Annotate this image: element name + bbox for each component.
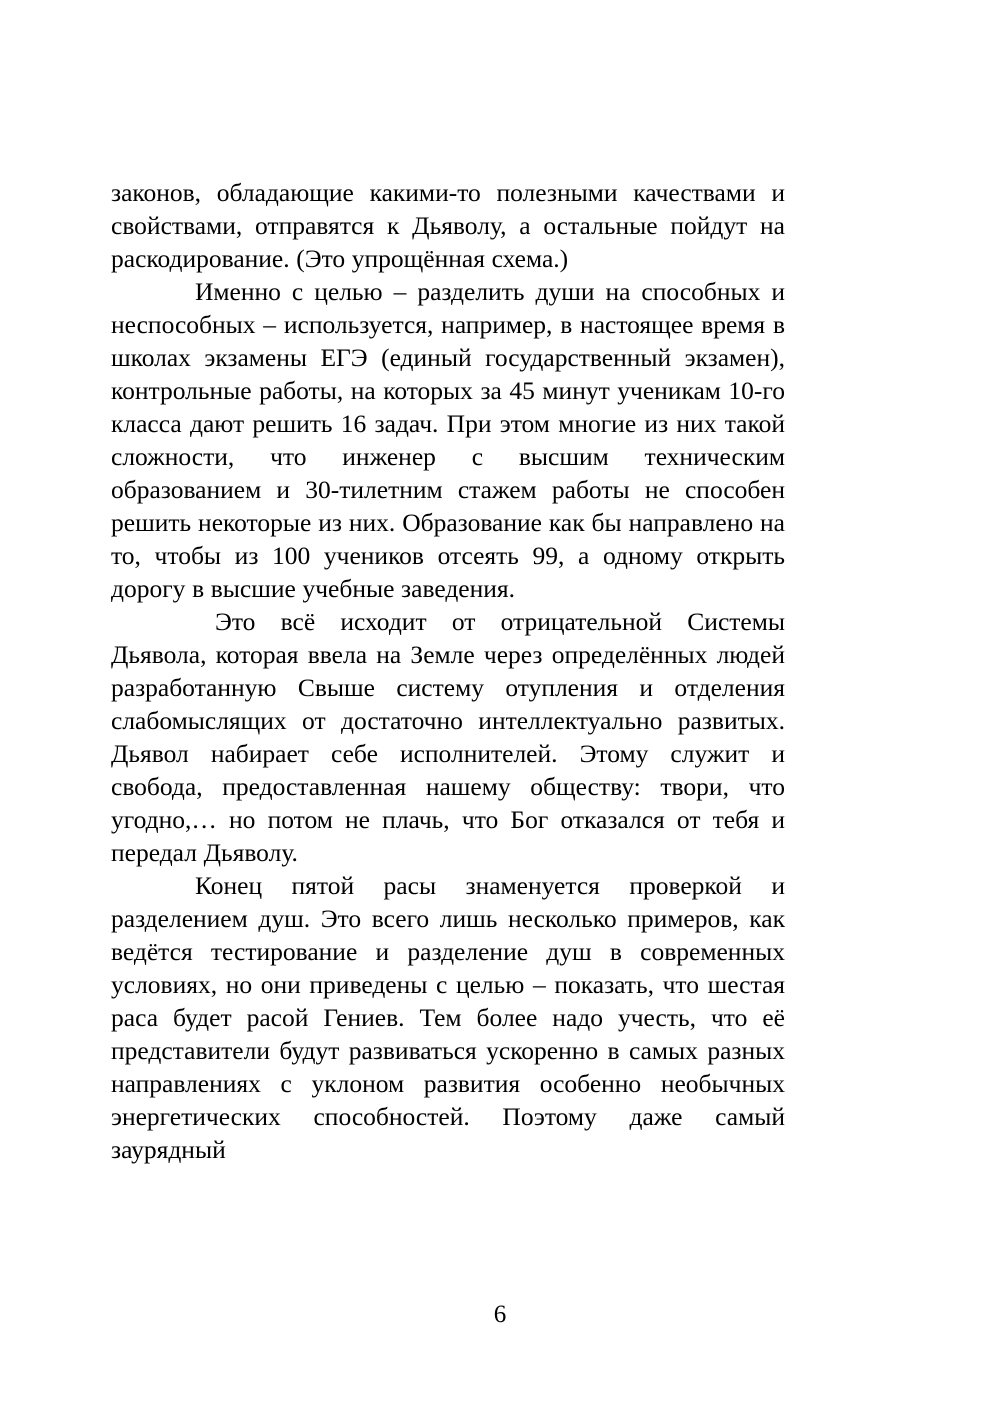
paragraph-4: Конец пятой расы знаменуется проверкой и разделением душ. Это всего лишь несколько примеров, как ведётся тестирование и разделение душ в современных условиях, но они приведены с целью – показать, что шестая раса будет расой Гениев. Тем более надо учесть, что её представители будут развиваться ускоренно в самых разных направлениях с уклоном развития особенно необычных энергетических способностей. Поэтому даже самый заурядный [111, 871, 785, 1164]
body-text-column [111, 176, 785, 1166]
paragraph-3: Это всё исходит от отрицательной Системы Дьявола, которая ввела на Земле через определённых людей разработанную Свыше систему отупления и отделения слабомыслящих от достаточно интеллектуально развитых. Дьявол набирает себе исполнителей. Этому служит и свобода, предоставленная нашему обществу: твори, что угодно,… но потом не плачь, что Бог отказался от тебя и передал Дьяволу. [111, 607, 785, 867]
paragraph-1: законов, обладающие какими-то полезными качествами и свойствами, отправятся к Дьяволу, а остальные пойдут на раскодирование. (Это упрощённая схема.) [111, 178, 785, 273]
page-number: 6 [493, 1301, 507, 1328]
paragraph-2: Именно с целью – разделить души на способных и неспособных – используется, например, в настоящее время в школах экзамены ЕГЭ (единый государственный экзамен), контрольные работы, на которых за 45 минут ученикам 10-го класса дают решить 16 задач. При этом многие из них такой сложности, что инженер с высшим техническим образованием и 30-тилетним стажем работы не способен решить некоторые из них. Образование как бы направлено на то, чтобы из 100 учеников отсеять 99, а одному открыть дорогу в высшие учебные заведения. [111, 277, 785, 603]
